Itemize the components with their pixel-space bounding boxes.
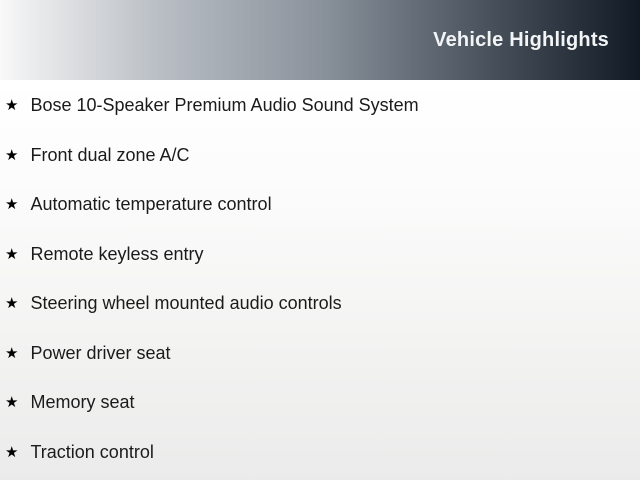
highlights-list (0, 81, 640, 477)
star-icon: ★ (5, 195, 19, 214)
star-icon: ★ (5, 145, 19, 164)
list-item (0, 329, 640, 379)
section-header (0, 0, 640, 80)
list-item (0, 131, 640, 181)
highlight-label: Power driver seat (30, 342, 171, 363)
star-icon: ★ (5, 343, 19, 362)
highlight-label: Traction control (30, 441, 154, 462)
section-title: Vehicle Highlights (433, 28, 609, 51)
list-item (0, 230, 640, 280)
highlight-label: Automatic temperature control (30, 194, 272, 215)
star-icon: ★ (5, 244, 19, 263)
star-icon: ★ (5, 442, 19, 461)
highlight-label: Front dual zone A/C (30, 144, 190, 165)
list-item (0, 279, 640, 329)
highlight-label: Steering wheel mounted audio controls (30, 293, 342, 314)
highlight-label: Remote keyless entry (30, 243, 204, 264)
list-item (0, 81, 640, 131)
list-item (0, 378, 640, 428)
highlight-label: Bose 10-Speaker Premium Audio Sound System (30, 95, 419, 116)
star-icon: ★ (5, 294, 19, 313)
list-item (0, 180, 640, 230)
highlights-content (0, 80, 640, 480)
star-icon: ★ (5, 393, 19, 412)
highlight-label: Memory seat (30, 392, 135, 413)
list-item (0, 428, 640, 478)
star-icon: ★ (5, 96, 19, 115)
